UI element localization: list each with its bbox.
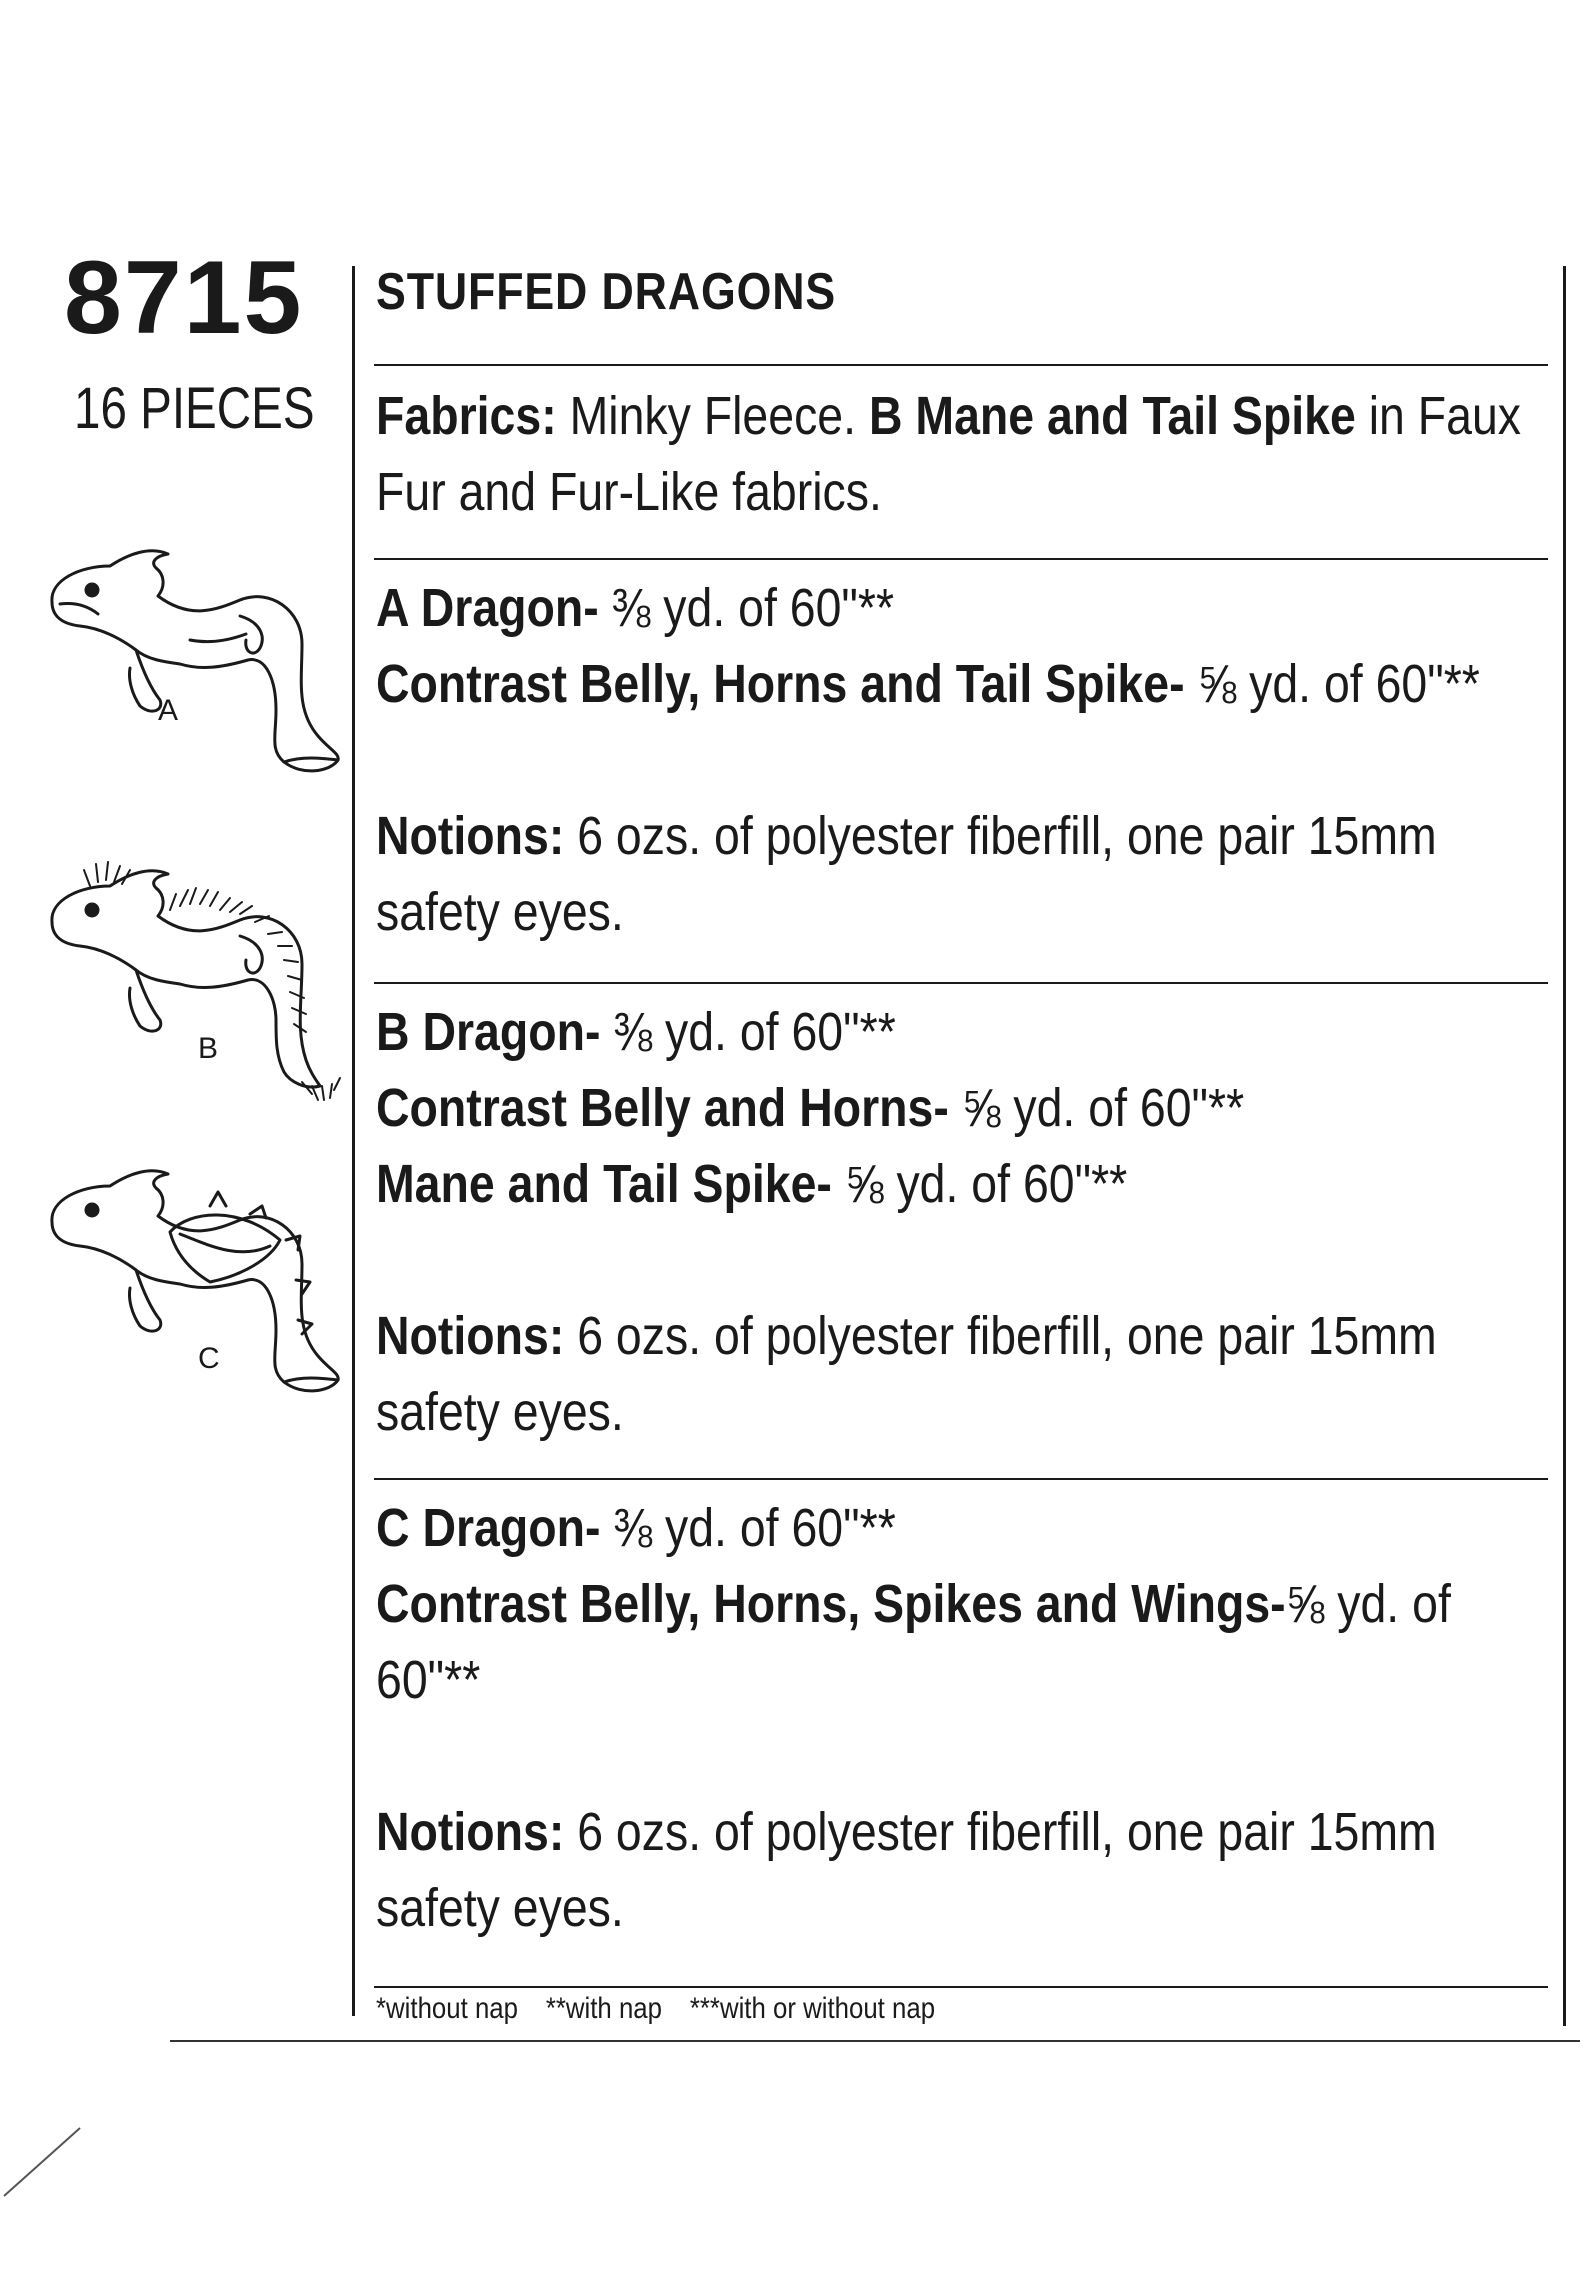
pattern-number: 8715: [64, 240, 304, 356]
piece-count: 16 PIECES: [74, 376, 315, 441]
view-a-notions-line: Notions: 6 ozs. of polyester fiberfill, one pair 15mm: [376, 806, 1437, 866]
view-b-notions-line: Notions: 6 ozs. of polyester fiberfill, one pair 15mm: [376, 1306, 1437, 1366]
dragon-b-illustration: [52, 862, 340, 1100]
title-divider: [374, 364, 1548, 366]
view-b-section: [376, 994, 1437, 1450]
fabrics-fur-items: B Mane and Tail Spike: [868, 386, 1356, 446]
right-border: [1563, 266, 1566, 2026]
view-c-notions-line: Notions: 6 ozs. of polyester fiberfill, one pair 15mm: [376, 1802, 1437, 1862]
fabrics-label: Fabrics:: [376, 386, 557, 446]
footnote-divider: [374, 1986, 1548, 1988]
view-c-contrast-line-2: 60"**: [376, 1650, 481, 1710]
view-a-dragon-line: A Dragon- ⅜ yd. of 60"**: [376, 578, 895, 638]
view-a-notions-line-2: safety eyes.: [376, 882, 624, 942]
dragon-b-label: B: [198, 1032, 219, 1065]
fabrics-divider: [374, 558, 1548, 560]
fabrics-line-1: Fabrics: Minky Fleece. B Mane and Tail Spike in Faux: [376, 386, 1522, 446]
dragon-illustrations: [40, 540, 350, 1880]
view-c-dragon-line: C Dragon- ⅜ yd. of 60"**: [376, 1498, 896, 1558]
view-b-notions-line-2: safety eyes.: [376, 1382, 624, 1442]
fabrics-section: [376, 378, 1522, 530]
pattern-title: STUFFED DRAGONS: [376, 263, 837, 321]
bottom-rule: [170, 2040, 1580, 2042]
dragon-c-label: C: [198, 1342, 220, 1375]
view-a-section: [376, 570, 1480, 950]
view-b-mane-line: Mane and Tail Spike- ⅝ yd. of 60"**: [376, 1154, 1128, 1214]
view-b-dragon-line: B Dragon- ⅜ yd. of 60"**: [376, 1002, 896, 1062]
corner-scan-mark: [0, 2120, 90, 2200]
view-c-notions-line-2: safety eyes.: [376, 1878, 624, 1938]
left-divider: [352, 266, 355, 2016]
view-a-contrast-line: Contrast Belly, Horns and Tail Spike- ⅝ yd. of 60"**: [376, 654, 1480, 714]
fabrics-line-2: Fur and Fur-Like fabrics.: [376, 462, 882, 522]
dragon-a-illustration: [52, 551, 338, 771]
dragon-a-label: A: [158, 694, 179, 727]
view-c-section: [376, 1490, 1451, 1946]
dragon-c-illustration: [52, 1171, 338, 1391]
view-c-contrast-line: Contrast Belly, Horns, Spikes and Wings-⅝ yd. of: [376, 1574, 1451, 1634]
nap-footnote: *without nap **with nap ***with or without nap: [376, 1992, 936, 2025]
view-a-divider: [374, 982, 1548, 984]
view-b-contrast-line: Contrast Belly and Horns- ⅝ yd. of 60"**: [376, 1078, 1245, 1138]
view-b-divider: [374, 1478, 1548, 1480]
